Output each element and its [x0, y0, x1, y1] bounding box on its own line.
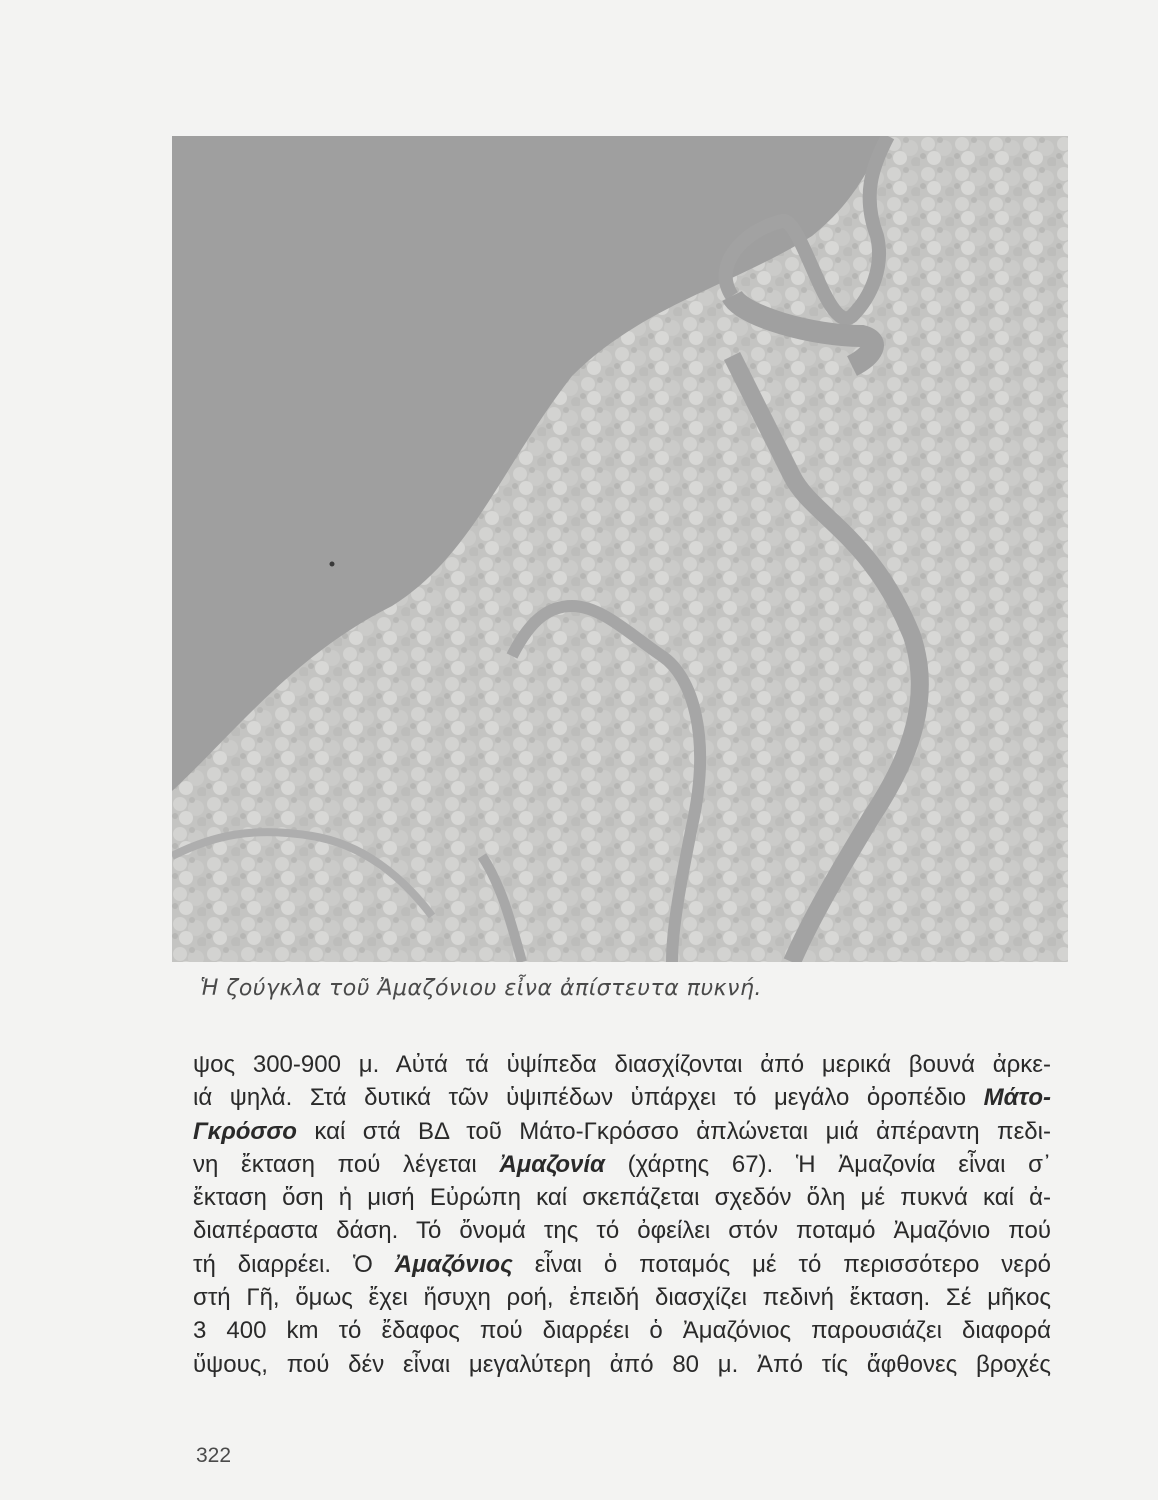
line-text: ιά ψηλά. Στά δυτικά τῶν ὑψιπέδων ὑπάρχει τό μεγάλο ὀροπέδιο: [193, 1084, 984, 1112]
line-text: στή Γῆ, ὅμως ἔχει ἥσυχη ροή, ἐπειδή διασχίζει πεδινή ἔκταση. Σέ μῆκος: [193, 1284, 1051, 1312]
line-text: τή διαρρέει. Ὁ: [193, 1250, 395, 1278]
line-text: καί στά ΒΔ τοῦ Μάτο-Γκρόσσο ἁπλώνεται μιά ἀπέραντη πεδι-: [296, 1117, 1051, 1145]
line-text: ἔκταση ὅση ἡ μισή Εὐρώπη καί σκεπάζεται σχεδόν ὅλη μέ πυκνά καί ἀ-: [193, 1184, 1051, 1212]
paragraph-line: [193, 1348, 1051, 1381]
line-text: (χάρτης 67). Ἡ Ἀμαζονία εἶναι σ᾽: [604, 1150, 1051, 1178]
paragraph-line: [193, 1281, 1051, 1314]
term-mato-grosso-continued: Γκρόσσο: [193, 1117, 297, 1145]
line-text: ὕψους, πού δέν εἶναι μεγαλύτερη ἀπό 80 μ. Ἀπό τίς ἄφθονες βροχές: [193, 1350, 1051, 1378]
paragraph-line: [193, 1181, 1051, 1214]
paragraph-line: [193, 1081, 1051, 1114]
page-number: 322: [196, 1444, 232, 1467]
term-amazonia: Ἀμαζονία: [499, 1150, 605, 1178]
paragraph-line: [193, 1048, 1051, 1081]
line-text: ψος 300-900 μ. Αὐτά τά ὑψίπεδα διασχίζονται ἀπό μερικά βουνά ἀρκε-: [193, 1051, 1051, 1078]
term-amazon-river: Ἀμαζόνιος: [394, 1250, 513, 1278]
photo-caption: Ἡ ζούγκλα τοῦ Ἀμαζόνιου εἶνα ἀπίστευτα πυκνή.: [200, 976, 762, 1001]
jungle-photo-illustration: [172, 136, 1068, 962]
paragraph-line: [193, 1115, 1051, 1148]
line-text: εἶναι ὁ ποταμός μέ τό περισσότερο νερό: [512, 1250, 1051, 1278]
paragraph-line: [193, 1148, 1051, 1181]
amazon-jungle-aerial-photo: [172, 136, 1068, 962]
term-mato-grosso: Μάτο-: [983, 1084, 1051, 1112]
line-text: νη ἔκταση πού λέγεται: [193, 1150, 500, 1178]
line-text: 3 400 km τό ἔδαφος πού διαρρέει ὁ Ἀμαζόνιος παρουσιάζει διαφορά: [193, 1317, 1051, 1345]
line-text: διαπέραστα δάση. Τό ὄνομά της τό ὀφείλει στόν ποταμό Ἀμαζόνιο πού: [193, 1217, 1051, 1245]
body-paragraph: [193, 1048, 1051, 1381]
paragraph-line: [193, 1314, 1051, 1347]
paragraph-line: [193, 1214, 1051, 1247]
paragraph-line: [193, 1248, 1051, 1281]
